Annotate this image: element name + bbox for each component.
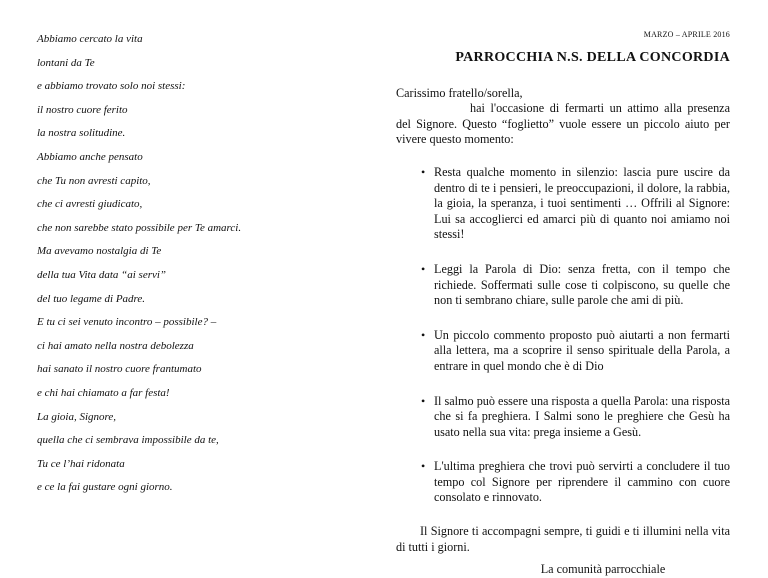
list-item-text: Il salmo può essere una risposta a quella Parola: una risposta che si fa preghiera. I Salmi sono le preghiere che Gesù ha usato nella sua vita: prega insieme a Gesù. xyxy=(434,393,730,439)
poem-line: ci hai amato nella nostra debolezza xyxy=(37,339,194,352)
bullet-icon: • xyxy=(421,327,426,342)
list-item xyxy=(396,394,730,441)
poem-line: e chi hai chiamato a far festa! xyxy=(37,386,170,399)
letter-closing: Il Signore ti accompagni sempre, ti guidi e ti illumini nella vita di tutti i giorni. xyxy=(396,524,730,554)
poem-line: Abbiamo cercato la vita xyxy=(37,33,143,45)
list-item xyxy=(396,328,730,375)
poem-line: che ci avresti giudicato, xyxy=(37,198,143,211)
list-item xyxy=(396,262,730,309)
letter-signature: La comunità parrocchiale xyxy=(540,562,666,577)
bullet-icon: • xyxy=(421,459,426,474)
guidance-list xyxy=(396,165,730,506)
parish-title: PARROCCHIA N.S. DELLA CONCORDIA xyxy=(455,50,730,65)
poem xyxy=(37,28,367,500)
list-item xyxy=(396,165,730,243)
list-item-text: Resta qualche momento in silenzio: lascia pure uscire da dentro di te i pensieri, le preoccupazioni, il dolore, la rabbia, la gioia, la speranza, i tuoi sentimenti … Offrili al Signore: Lui sa accoglierci ed amarci più di quanto noi amiamo noi stessi! xyxy=(434,164,730,242)
poem-line: e abbiamo trovato solo noi stessi: xyxy=(37,80,186,93)
letter-greeting: Carissimo fratello/sorella, xyxy=(396,85,523,100)
list-item-text: L'ultima preghiera che trovi può servirti a concludere il tuo tempo col Signore per riprendere il cammino con cuore consolato e rinnovato. xyxy=(434,459,730,505)
poem-line: Tu ce l’hai ridonata xyxy=(37,457,125,470)
list-item-text: Leggi la Parola di Dio: senza fretta, con il tempo che richiede. Soffermati sulle cose ti colpiscono, su quelle che non ti sembrano chiare, sulle parole che ami di più. xyxy=(434,261,730,308)
list-item xyxy=(396,459,730,506)
poem-line: Ma avevamo nostalgia di Te xyxy=(37,245,162,258)
list-item-text: Un piccolo commento proposto può aiutarti a non fermarti alla lettera, ma a scoprire il senso spirituale della Parola, a entrare in quel mondo che è di Dio xyxy=(434,327,730,373)
poem-line: hai sanato il nostro cuore frantumato xyxy=(37,363,202,376)
poem-line: che non sarebbe stato possibile per Te amarci. xyxy=(37,221,242,234)
letter-column xyxy=(396,28,730,578)
letter-intro: hai l'occasione di fermarti un attimo alla presenza del Signore. Questo “foglietto” vuole essere un piccolo aiuto per vivere questo momento: xyxy=(396,101,730,147)
poem-line: Abbiamo anche pensato xyxy=(37,150,143,163)
bullet-icon: • xyxy=(421,261,426,276)
bullet-icon: • xyxy=(421,393,426,408)
poem-line: lontani da Te xyxy=(37,56,95,69)
letter-greeting-block xyxy=(396,86,730,148)
poem-line: il nostro cuore ferito xyxy=(37,103,128,116)
poem-line: e ce la fai gustare ogni giorno. xyxy=(37,481,173,494)
poem-line: che Tu non avresti capito, xyxy=(37,174,151,187)
poem-line: la nostra solitudine. xyxy=(37,127,126,140)
poem-line: della tua Vita data “ai servi” xyxy=(37,268,167,281)
bullet-icon: • xyxy=(421,164,426,179)
poem-line: La gioia, Signore, xyxy=(37,410,117,423)
issue-date: MARZO – APRILE 2016 xyxy=(643,30,730,39)
poem-line: del tuo legame di Padre. xyxy=(37,292,146,305)
poem-line: E tu ci sei venuto incontro – possibile? – xyxy=(37,316,217,329)
poem-line: quella che ci sembrava impossibile da te, xyxy=(37,434,219,447)
